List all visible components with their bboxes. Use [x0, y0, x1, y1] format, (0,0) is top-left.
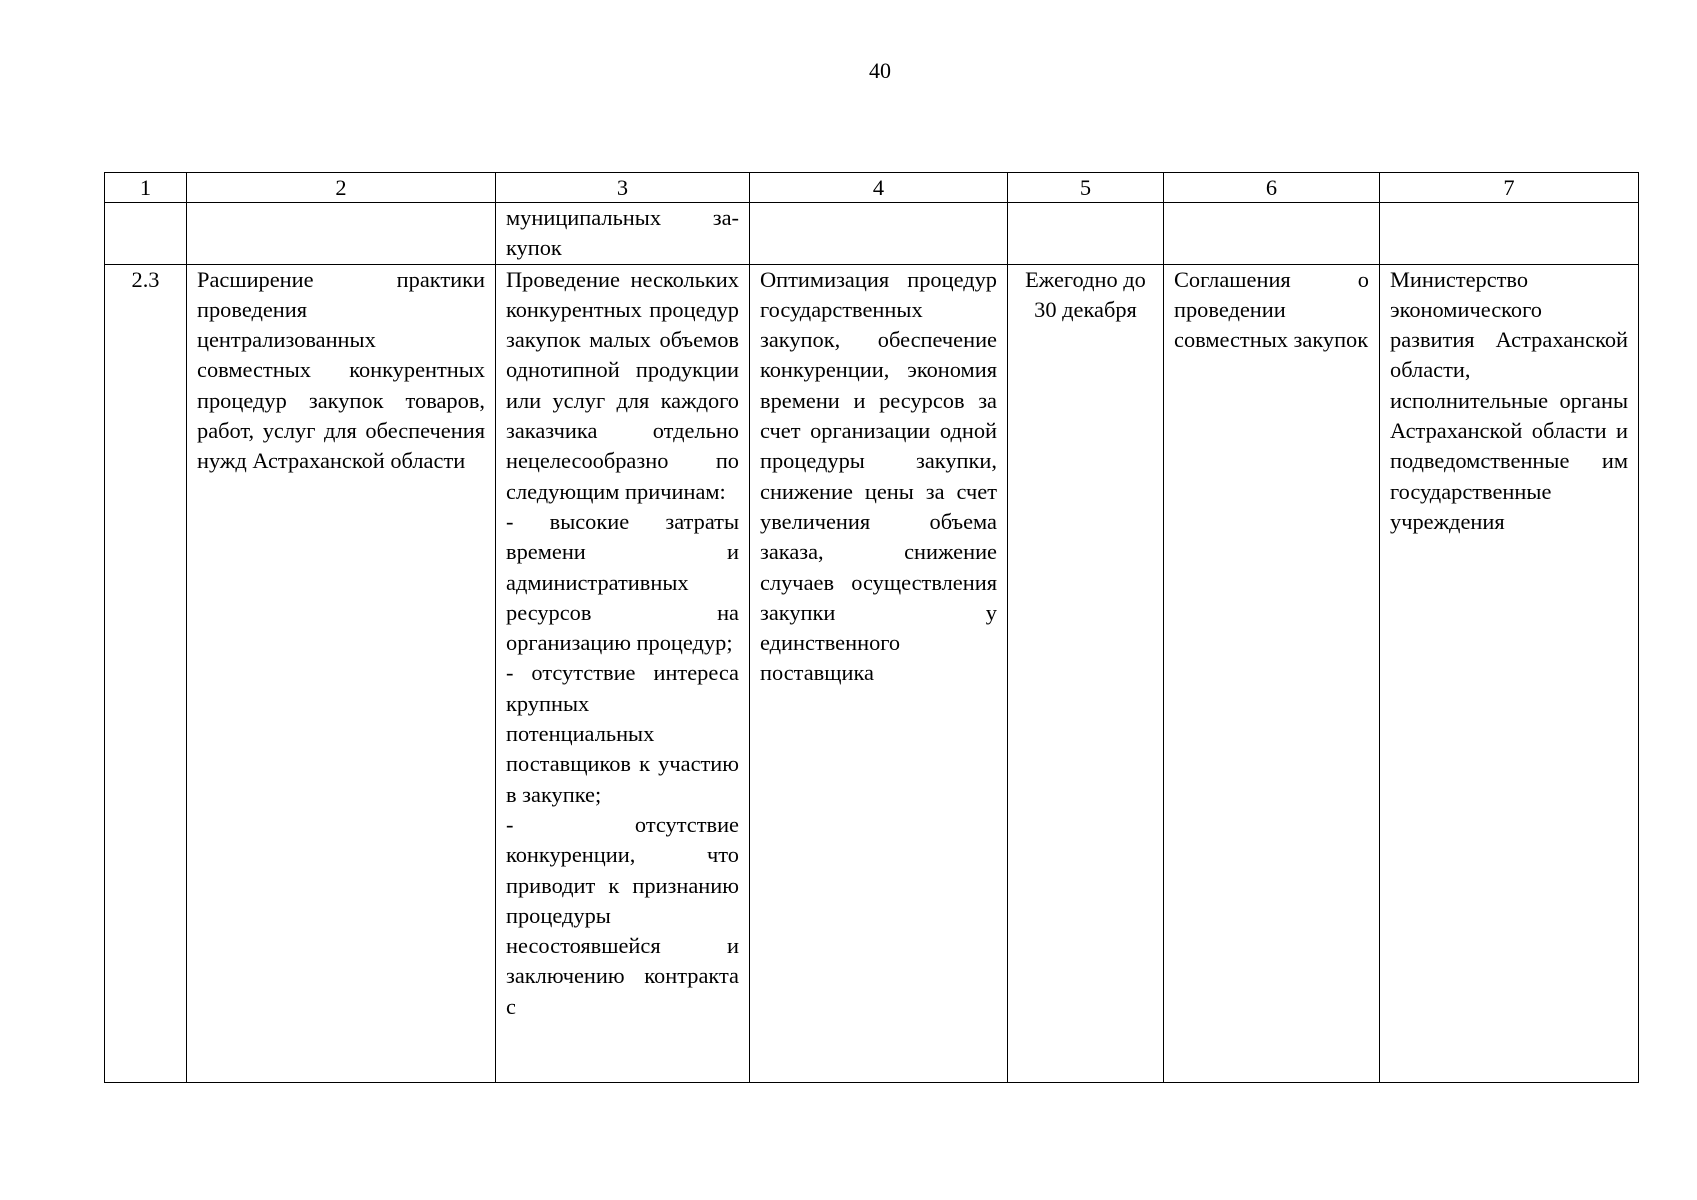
column-number: 3: [496, 173, 750, 203]
measure-justification: [496, 264, 750, 1082]
result-document: Соглашения о проведении совместных закупок: [1164, 264, 1380, 1082]
column-number: 6: [1164, 173, 1380, 203]
item-number: 2.3: [105, 264, 187, 1082]
column-number: 2: [187, 173, 496, 203]
continuation-row: [105, 203, 1639, 265]
deadline: Ежегодно до 30 декабря: [1008, 264, 1164, 1082]
measure-name: Расширение практики проведения централизованных совместных конкурентных процедур закупок товаров, работ, услуг для обеспечения нужд Астраханской области: [187, 264, 496, 1082]
page-number: 40: [869, 58, 891, 83]
column-number: 1: [105, 173, 187, 203]
column-number: 5: [1008, 173, 1164, 203]
justification-text: Проведение нескольких конкурентных процедур закупок малых объемов однотипной продукции или услуг для каждого заказчика отдельно нецелесообразно по следующим причинам:: [506, 266, 739, 504]
table-row: [105, 264, 1639, 1082]
continuation-line: купок: [506, 235, 562, 261]
continuation-line: муниципальных за-: [506, 205, 739, 230]
responsible-executors: Министерство экономического развития Астраханской области, исполнительные органы Астраханской области и подведомственные им государственные учреждения: [1380, 264, 1639, 1082]
column-number-row: [105, 173, 1639, 203]
reason-item: - отсутствие конкуренции, что приводит к признанию процедуры несостоявшейся и заключению контракта с: [506, 811, 739, 1019]
continuation-text: [496, 203, 750, 265]
column-number: 4: [750, 173, 1008, 203]
reason-item: - отсутствие интереса крупных потенциальных поставщиков к участию в закупке;: [506, 660, 739, 807]
reason-item: - высокие затраты времени и административных ресурсов на организацию процедур;: [506, 508, 739, 656]
expected-result: Оптимизация процедур государственных закупок, обеспечение конкуренции, экономия времени и ресурсов за счет организации одной процедуры закупки, снижение цены за счет увеличения объема заказа, снижение случаев осуществления закупки у единственного поставщика: [750, 264, 1008, 1082]
measures-table: [104, 172, 1639, 1083]
column-number: 7: [1380, 173, 1639, 203]
